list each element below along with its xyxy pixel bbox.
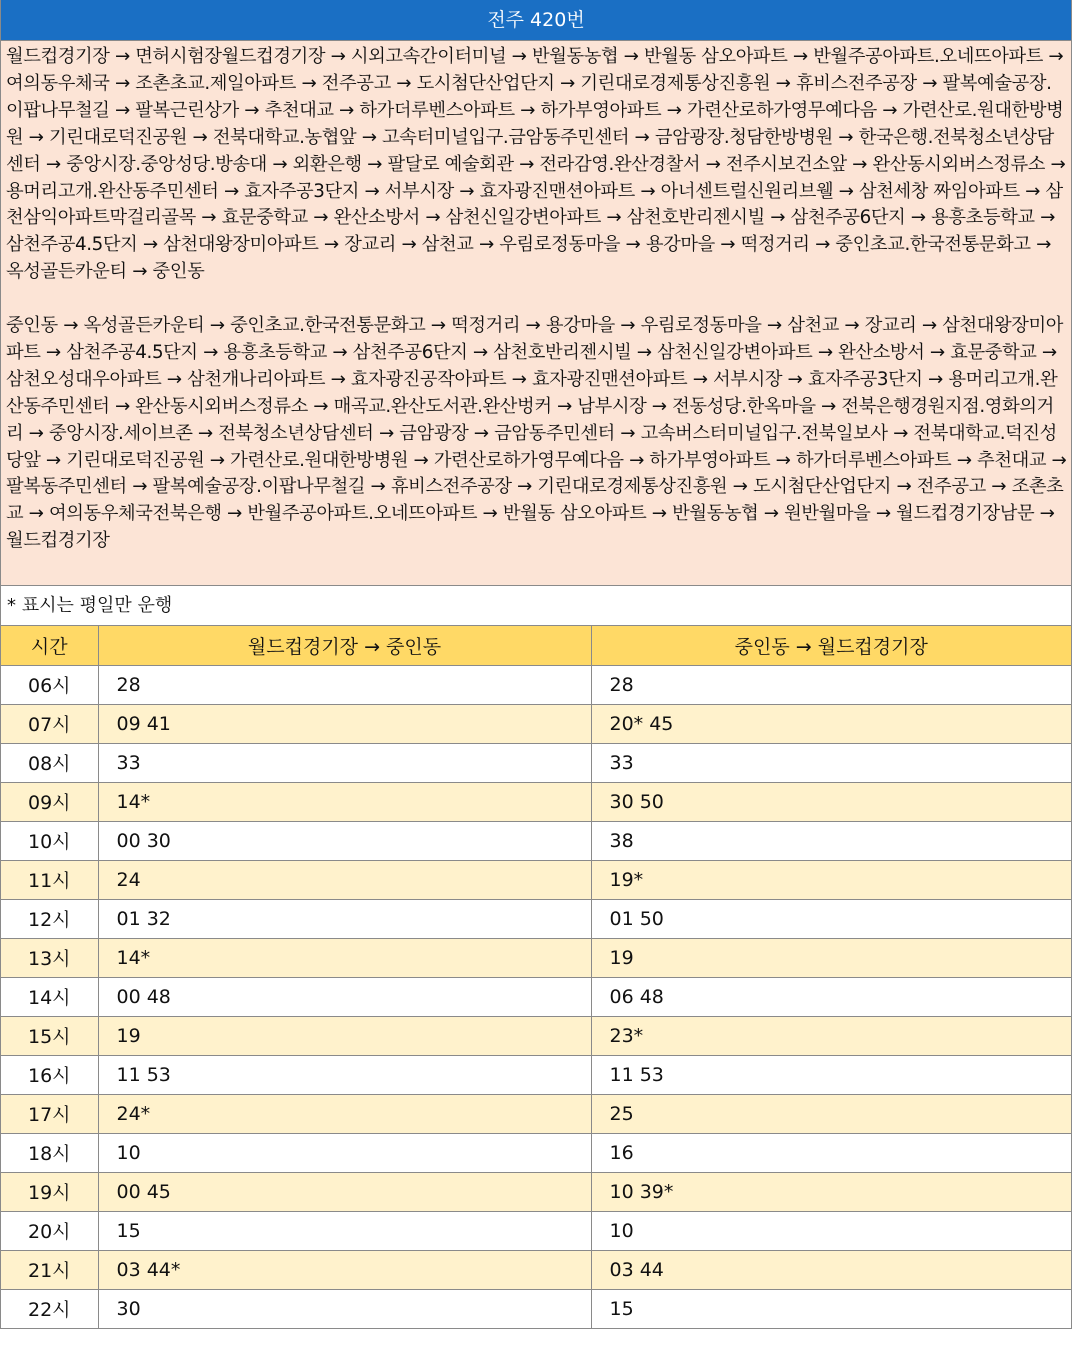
departures-to-worldcup: 25 (591, 1094, 1071, 1133)
table-row (1, 860, 1071, 899)
header-direction-to-worldcup: 중인동 → 월드컵경기장 (591, 626, 1071, 665)
hour-cell: 09시 (1, 782, 98, 821)
table-row (1, 1211, 1071, 1250)
departures-to-worldcup: 11 53 (591, 1055, 1071, 1094)
departures-to-worldcup: 20* 45 (591, 704, 1071, 743)
header-hour: 시간 (1, 626, 98, 665)
table-row (1, 1172, 1071, 1211)
table-row (1, 821, 1071, 860)
hour-cell: 06시 (1, 665, 98, 704)
departures-to-worldcup: 03 44 (591, 1250, 1071, 1289)
departures-to-worldcup: 15 (591, 1289, 1071, 1328)
hour-cell: 16시 (1, 1055, 98, 1094)
hour-cell: 18시 (1, 1133, 98, 1172)
hour-cell: 13시 (1, 938, 98, 977)
departures-to-worldcup: 33 (591, 743, 1071, 782)
table-row (1, 1055, 1071, 1094)
departures-to-jungin: 14* (98, 938, 591, 977)
table-row (1, 1289, 1071, 1328)
departures-to-jungin: 24* (98, 1094, 591, 1133)
departures-to-worldcup: 38 (591, 821, 1071, 860)
timetable-header-row (1, 626, 1071, 665)
weekday-only-note: * 표시는 평일만 운행 (1, 586, 1071, 626)
departures-to-jungin: 30 (98, 1289, 591, 1328)
departures-to-jungin: 00 48 (98, 977, 591, 1016)
table-row (1, 665, 1071, 704)
header-direction-to-jungin: 월드컵경기장 → 중인동 (98, 626, 591, 665)
departures-to-worldcup: 19 (591, 938, 1071, 977)
route-stops-panel (1, 41, 1071, 586)
hour-cell: 22시 (1, 1289, 98, 1328)
hour-cell: 15시 (1, 1016, 98, 1055)
hour-cell: 14시 (1, 977, 98, 1016)
hour-cell: 10시 (1, 821, 98, 860)
departures-to-jungin: 24 (98, 860, 591, 899)
hour-cell: 07시 (1, 704, 98, 743)
departures-to-jungin: 01 32 (98, 899, 591, 938)
departures-to-worldcup: 01 50 (591, 899, 1071, 938)
table-row (1, 1133, 1071, 1172)
table-row (1, 782, 1071, 821)
hour-cell: 21시 (1, 1250, 98, 1289)
hour-cell: 08시 (1, 743, 98, 782)
departures-to-jungin: 09 41 (98, 704, 591, 743)
table-row (1, 704, 1071, 743)
departures-to-jungin: 15 (98, 1211, 591, 1250)
table-row (1, 977, 1071, 1016)
departures-to-worldcup: 10 (591, 1211, 1071, 1250)
departures-to-jungin: 14* (98, 782, 591, 821)
hour-cell: 17시 (1, 1094, 98, 1133)
route-outbound-stops: 월드컵경기장 → 면허시험장월드컵경기장 → 시외고속간이터미널 → 반월동농협 → 반월동 삼오아파트 → 반월주공아파트.오네뜨아파트 → 여의동우체국 → 조촌초교.제일아파트 → 전주공고 → 도시첨단산업단지 → 기린대로경제통상진흥원 → 휴비스전주공장 → 팔복예술공장.이팝나무철길 → 팔복근린상가 → 추천대교 → 하가더루벤스아파트 → 하가부영아파트 → 가련산로하가영무예다음 → 가련산로.원대한방병원 → 기린대로덕진공원 → 전북대학교.농협앞 → 고속터미널입구.금암동주민센터 → 금암광장.청담한방병원 → 한국은행.전북청소년상담센터 → 중앙시장.중앙성당.방송대 → 외환은행 → 팔달로 예술회관 → 전라감영.완산경찰서 → 전주시보건소앞 → 완산동시외버스정류소 → 용머리고개.완산동주민센터 → 효자주공3단지 → 서부시장 → 효자광진맨션아파트 → 아너센트럴신원리브웰 → 삼천세창 짜임아파트 → 삼천삼익아파트막걸리골목 → 효문중학교 → 완산소방서 → 삼천신일강변아파트 → 삼천호반리젠시빌 → 삼천주공6단지 → 용흥초등학교 → 삼천주공4.5단지 → 삼천대왕장미아파트 → 장교리 → 삼천교 → 우림로정동마을 → 용강마을 → 떡정거리 → 중인초교.한국전통문화고 → 옥성골든카운티 → 중인동 (6, 46, 1066, 283)
departures-to-worldcup: 23* (591, 1016, 1071, 1055)
departures-to-worldcup: 10 39* (591, 1172, 1071, 1211)
departures-to-worldcup: 30 50 (591, 782, 1071, 821)
departures-to-jungin: 03 44* (98, 1250, 591, 1289)
table-row (1, 938, 1071, 977)
departures-to-worldcup: 28 (591, 665, 1071, 704)
route-inbound-stops: 중인동 → 옥성골든카운티 → 중인초교.한국전통문화고 → 떡정거리 → 용강마을 → 우림로정동마을 → 삼천교 → 장교리 → 삼천대왕장미아파트 → 삼천주공4.5단지 → 용흥초등학교 → 삼천주공6단지 → 삼천호반리젠시빌 → 삼천신일강변아파트 → 완산소방서 → 효문중학교 → 삼천오성대우아파트 → 삼천개나리아파트 → 효자광진공작아파트 → 효자광진맨션아파트 → 서부시장 → 효자주공3단지 → 용머리고개.완산동주민센터 → 완산동시외버스정류소 → 매곡교.완산도서관.완산벙커 → 남부시장 → 전동성당.한옥마을 → 전북은행경원지점.영화의거리 → 중앙시장.세이브존 → 전북청소년상담센터 → 금암광장 → 금암동주민센터 → 고속버스터미널입구.전북일보사 → 전북대학교.덕진성당앞 → 기린대로덕진공원 → 가련산로.원대한방병원 → 가련산로하가영무예다음 → 하가부영아파트 → 하가더루벤스아파트 → 추천대교 → 팔복동주민센터 → 팔복예술공장.이팝나무철길 → 휴비스전주공장 → 기린대로경제통상진흥원 → 도시첨단산업단지 → 전주공고 → 조촌초교 → 여의동우체국전북은행 → 반월주공아파트.오네뜨아파트 → 반월동 삼오아파트 → 반월동농협 → 원반월마을 → 월드컵경기장남문 → 월드컵경기장 (6, 315, 1067, 552)
table-row (1, 1250, 1071, 1289)
table-row (1, 1016, 1071, 1055)
table-row (1, 899, 1071, 938)
departures-to-jungin: 00 45 (98, 1172, 591, 1211)
hour-cell: 12시 (1, 899, 98, 938)
departures-to-jungin: 19 (98, 1016, 591, 1055)
hour-cell: 19시 (1, 1172, 98, 1211)
hour-cell: 20시 (1, 1211, 98, 1250)
departures-to-jungin: 28 (98, 665, 591, 704)
departures-to-worldcup: 19* (591, 860, 1071, 899)
departures-to-worldcup: 06 48 (591, 977, 1071, 1016)
route-title: 전주 420번 (1, 0, 1071, 41)
departures-to-jungin: 11 53 (98, 1055, 591, 1094)
hour-cell: 11시 (1, 860, 98, 899)
departures-to-jungin: 33 (98, 743, 591, 782)
departures-to-jungin: 00 30 (98, 821, 591, 860)
table-row (1, 743, 1071, 782)
table-row (1, 1094, 1071, 1133)
departures-to-jungin: 10 (98, 1133, 591, 1172)
timetable (1, 626, 1071, 1329)
departures-to-worldcup: 16 (591, 1133, 1071, 1172)
